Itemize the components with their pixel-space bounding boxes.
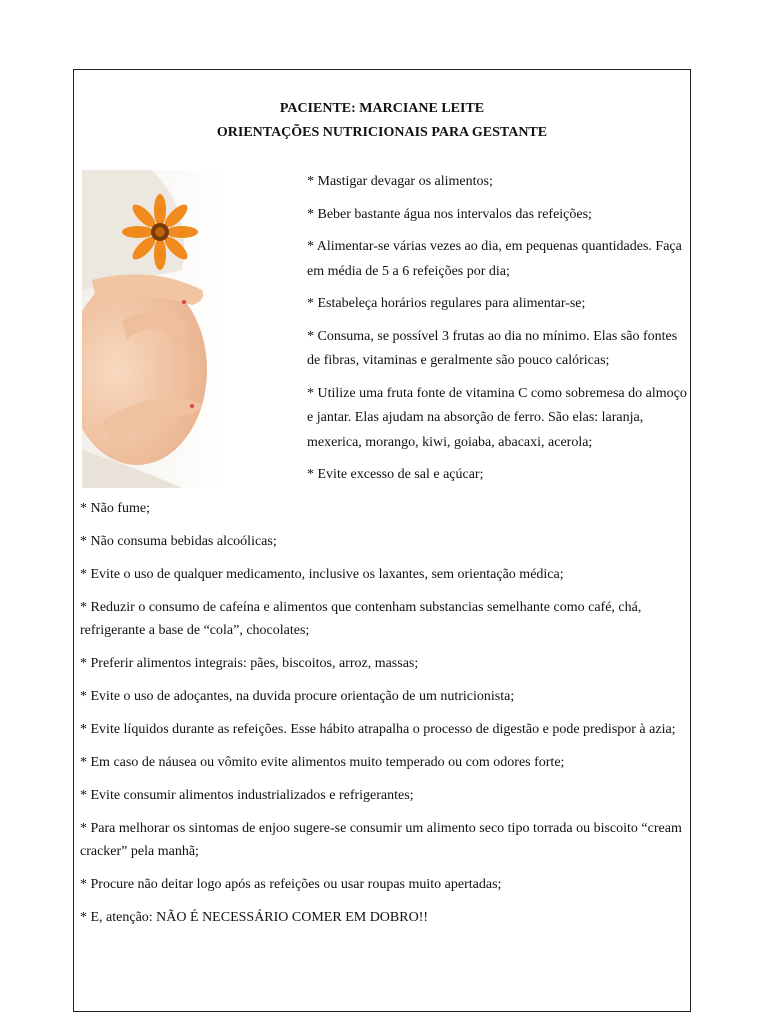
list-item: * Beber bastante água nos intervalos das refeições;	[307, 206, 592, 222]
document-title: ORIENTAÇÕES NUTRICIONAIS PARA GESTANTE	[216, 125, 548, 140]
patient-name: PACIENTE: MARCIANE LEITE	[279, 101, 485, 116]
list-item: * Em caso de náusea ou vômito evite alimentos muito temperado ou com odores forte;	[80, 755, 565, 770]
list-item: * Evite o uso de qualquer medicamento, inclusive os laxantes, sem orientação médica;	[80, 567, 564, 582]
full-width-tips	[80, 497, 685, 939]
list-item: * Evite líquidos durante as refeições. Esse hábito atrapalha o processo de digestão e pode predispor à azia;	[80, 722, 676, 737]
list-item: * Não consuma bebidas alcoólicas;	[80, 534, 277, 549]
list-item: * Procure não deitar logo após as refeições ou usar roupas muito apertadas;	[80, 877, 502, 892]
list-item: * Estabeleça horários regulares para alimentar-se;	[307, 296, 586, 311]
document-header	[73, 97, 691, 145]
list-item: * Preferir alimentos integrais: pães, biscoitos, arroz, massas;	[80, 656, 419, 671]
list-item: * E, atenção: NÃO É NECESSÁRIO COMER EM DOBRO!!	[80, 910, 429, 925]
right-column-tips	[307, 170, 687, 496]
list-item: * Evite excesso de sal e açúcar;	[307, 467, 484, 482]
list-item: * Para melhorar os sintomas de enjoo sugere-se consumir um alimento seco tipo torrada ou biscoito “cream cracker” pela manhã;	[80, 821, 682, 859]
list-item: * Alimentar-se várias vezes ao dia, em pequenas quantidades. Faça em média de 5 a 6 refeições por dia;	[307, 239, 682, 279]
list-item: * Utilize uma fruta fonte de vitamina C como sobremesa do almoço e jantar. Elas ajudam na absorção de ferro. São elas: laranja, mexerica, morango, kiwi, goiaba, abacaxi, acerola;	[307, 385, 687, 450]
list-item: * Não fume;	[80, 501, 150, 516]
list-item: * Reduzir o consumo de cafeína e alimentos que contenham substancias semelhante como café, chá, refrigerante a base de “cola”, chocolates;	[80, 600, 642, 638]
list-item: * Evite consumir alimentos industrializados e refrigerantes;	[80, 788, 414, 803]
list-item: * Consuma, se possível 3 frutas ao dia no mínimo. Elas são fontes de fibras, vitaminas e geralmente são pouco calóricas;	[307, 328, 678, 368]
list-item: * Mastigar devagar os alimentos;	[307, 174, 493, 189]
list-item: * Evite o uso de adoçantes, na duvida procure orientação de um nutricionista;	[80, 689, 515, 704]
pregnant-belly-photo	[82, 170, 224, 488]
flower-icon	[122, 194, 198, 270]
